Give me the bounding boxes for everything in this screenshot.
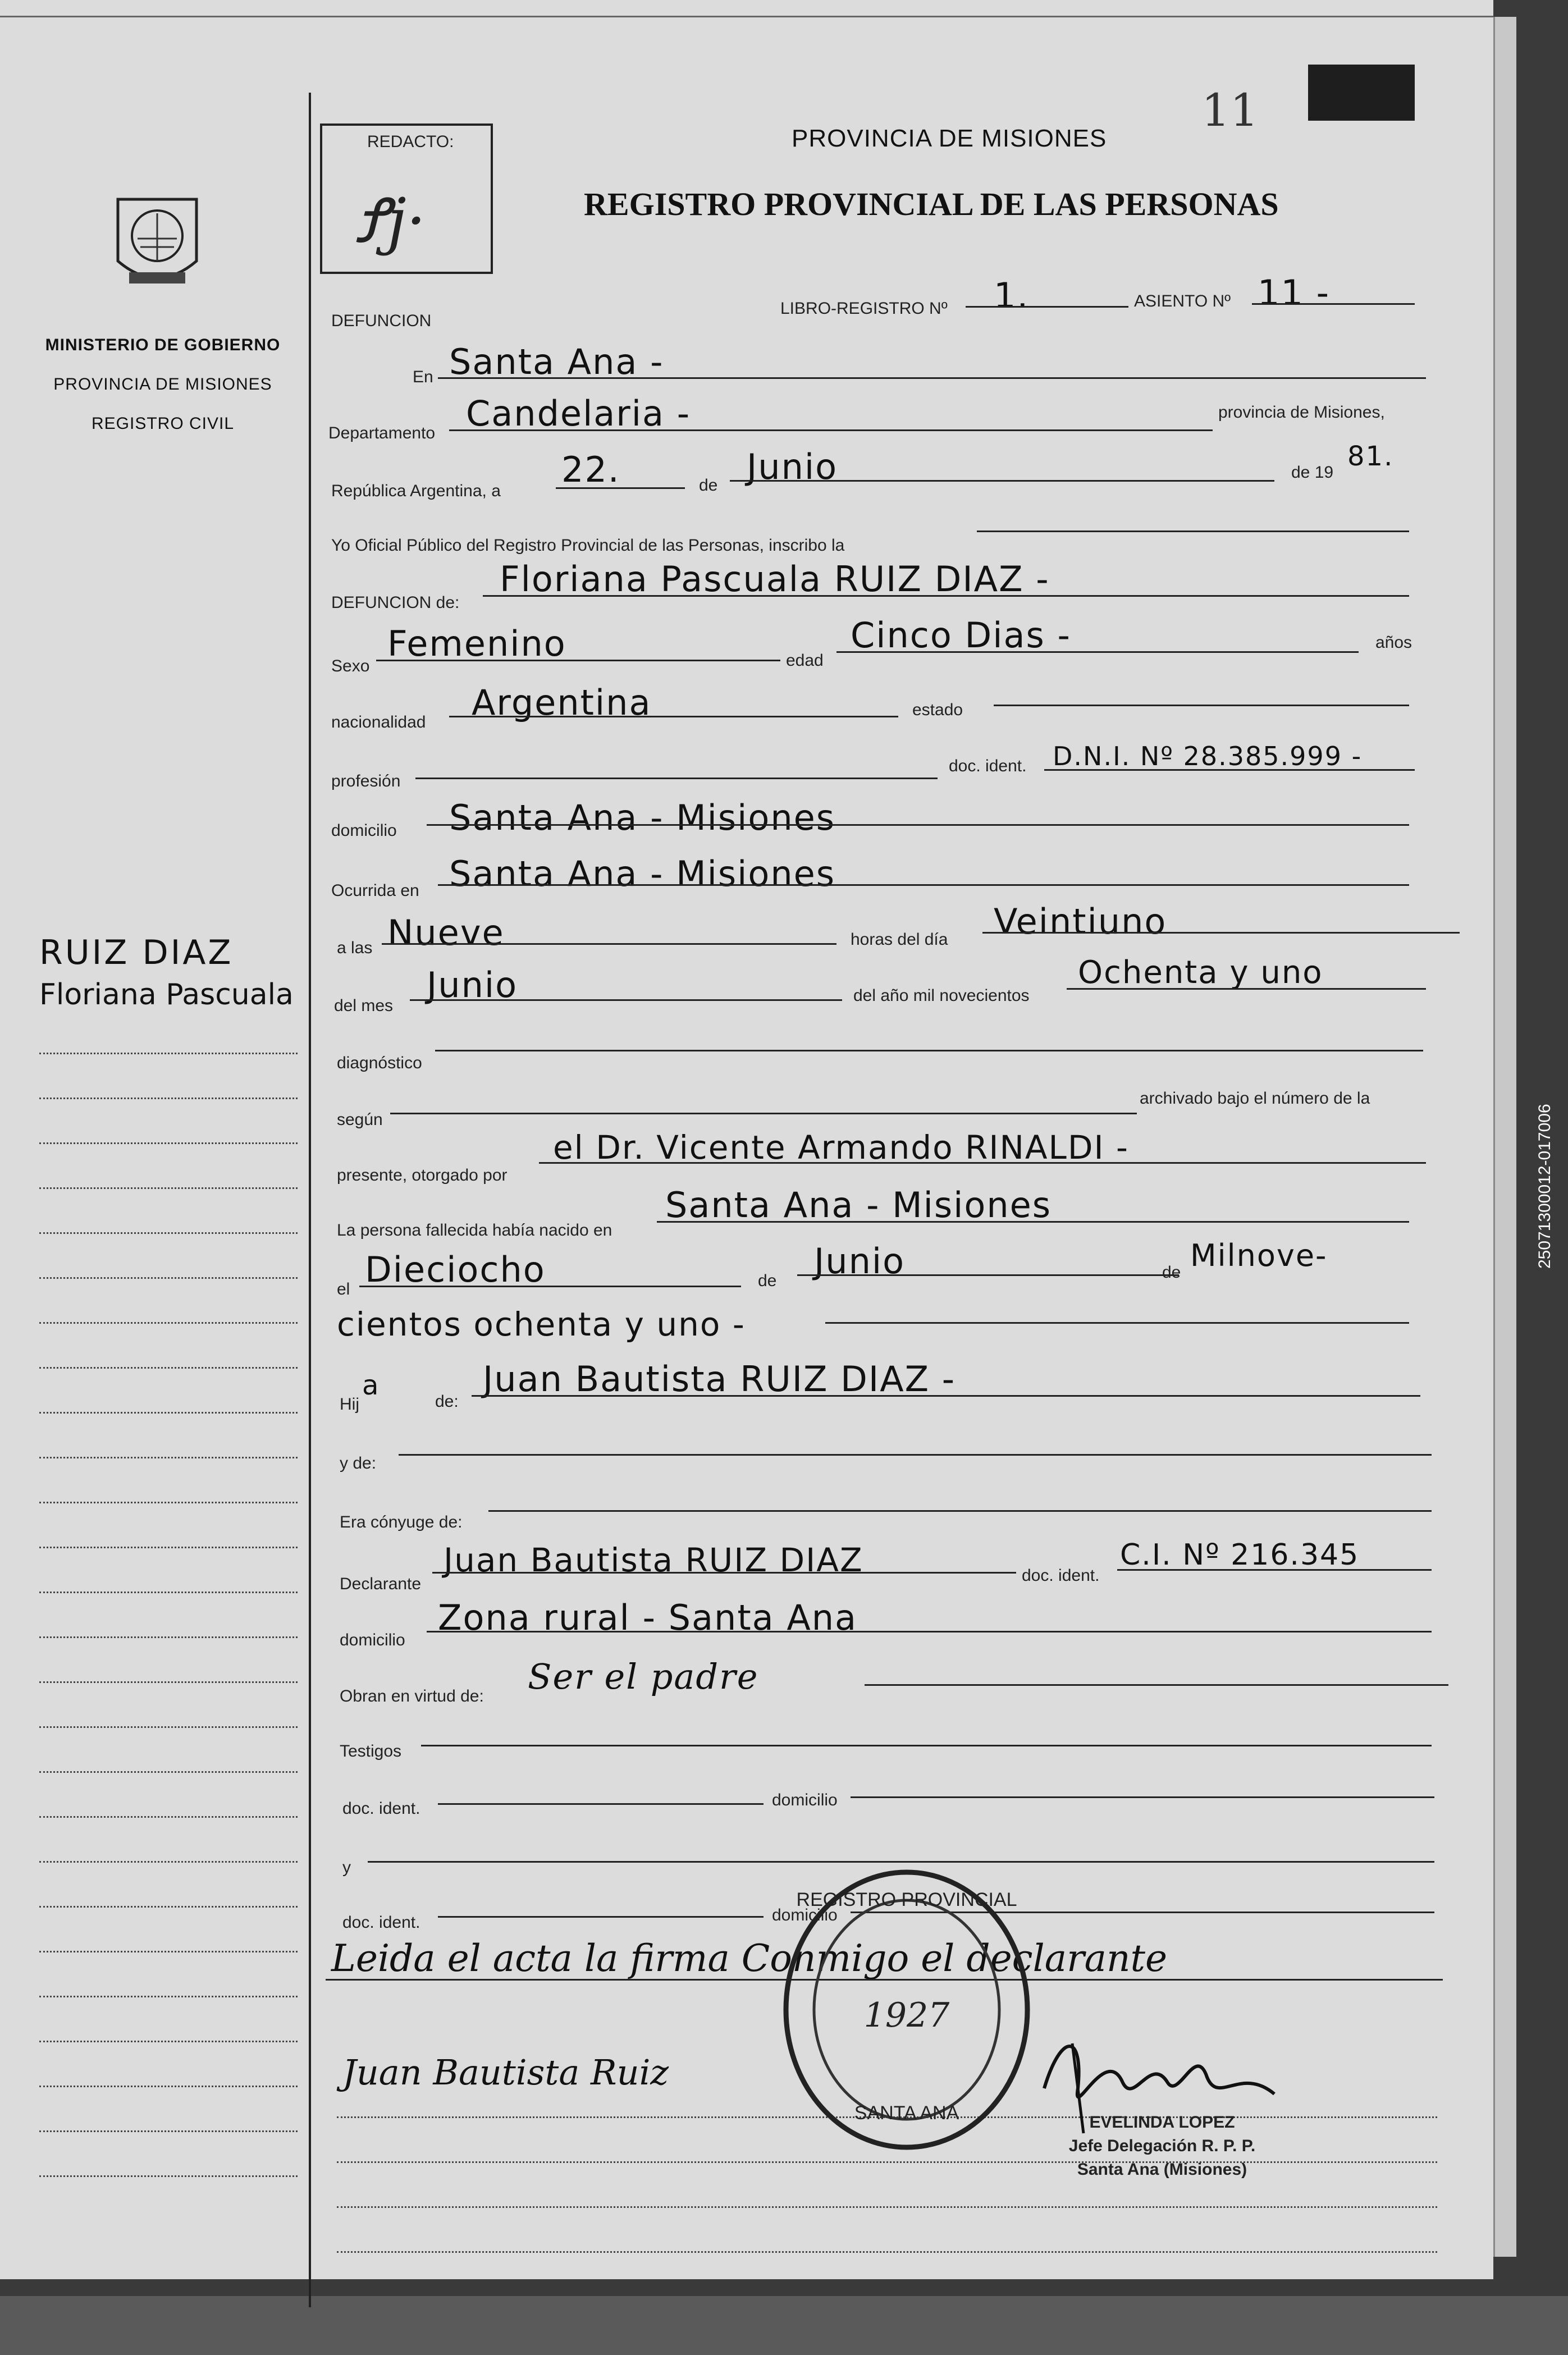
obran-value: Ser el padre [528,1656,759,1697]
ministry-registry: REGISTRO CIVIL [91,414,235,433]
alas-label: a las [337,939,373,957]
decl-dom-label: domicilio [340,1631,405,1649]
anio-label: del año mil novecientos [853,986,1030,1005]
margin-dotted-line [39,1367,298,1369]
margin-dotted-line [39,1816,298,1818]
closing-statement: Leida el acta la firma Conmigo el declarante [331,1937,1168,1980]
y-line [368,1861,1434,1863]
archivado-text: archivado bajo el número de la [1140,1089,1370,1108]
el-line [359,1286,741,1287]
margin-dotted-line [39,1906,298,1908]
segun-line [390,1113,1137,1114]
yde-line [399,1454,1432,1456]
anio-line [1067,988,1426,990]
t2-doc-line [438,1916,764,1918]
margin-dotted-line [39,1322,298,1324]
redacto-box [320,124,493,274]
conyuge-line [488,1510,1432,1512]
diagnostico-label: diagnóstico [337,1054,422,1072]
hijo-label: Hij [340,1395,359,1414]
de2-label: de [758,1272,777,1290]
day-value: 22. [561,449,620,490]
asiento-value: 11 - [1258,272,1330,313]
sexo-label: Sexo [331,657,370,675]
margin-dotted-line [39,1053,298,1054]
libro-value: 1. [994,275,1030,316]
redacto-initials: Ꝭj· [356,185,426,257]
margin-dotted-line [39,2175,298,2177]
act-type: DEFUNCION [331,312,432,330]
t2-dom-label: domicilio [772,1906,838,1924]
libro-line [966,306,1128,308]
declarante-line [432,1572,1016,1574]
svg-text:1927: 1927 [863,1996,950,2035]
estado-line [994,705,1409,706]
departamento-line [449,429,1213,431]
margin-dotted-line [39,1277,298,1279]
domicilio-label: domicilio [331,821,397,840]
month-value: Junio [747,446,838,487]
margin-dotted-line [39,1951,298,1952]
ministry-name: MINISTERIO DE GOBIERNO [45,336,281,354]
asiento-label: ASIENTO Nº [1134,292,1231,310]
defuncion-line [483,595,1409,597]
de-label: de [699,476,718,495]
declarante-label: Declarante [340,1575,422,1593]
t-dom-label: domicilio [772,1791,838,1809]
delmes-value: Junio [427,964,518,1005]
svg-text:SANTA ANA: SANTA ANA [854,2102,959,2124]
obran-label: Obran en virtud de: [340,1687,484,1705]
margin-dotted-line [39,1771,298,1773]
ocurrida-value: Santa Ana - Misiones [449,853,836,894]
decl-dom-line [427,1631,1432,1633]
en-line [438,377,1426,379]
hijo-de-label: de: [435,1392,459,1411]
margin-dotted-line [39,1232,298,1234]
en-value: Santa Ana - [449,341,664,382]
decl-doc-line [1117,1569,1432,1571]
hijo-line [472,1395,1420,1397]
registry-title: REGISTRO PROVINCIAL DE LAS PERSONAS [584,186,1279,222]
archive-code: 25071300012-017006 [1535,1104,1554,1269]
page-edge [1493,17,1516,2257]
presente-value: el Dr. Vicente Armando RINALDI - [553,1128,1129,1167]
nacido-label: La persona fallecida había nacido en [337,1221,612,1240]
horas-label: horas del día [851,930,948,949]
margin-dotted-line [39,1636,298,1638]
month-line [730,480,1274,482]
official-place: Santa Ana (Misiones) [1077,2160,1247,2179]
alas-line [382,943,836,945]
doc-ident-value: D.N.I. Nº 28.385.999 - [1053,741,1363,771]
nacionalidad-value: Argentina [472,682,652,723]
de2-line [797,1274,1179,1276]
el-value: Dieciocho [365,1249,546,1290]
margin-dotted-line [39,1457,298,1458]
day-line [556,487,685,489]
asiento-line [1252,303,1415,305]
alas-value: Nueve [387,912,505,953]
registry-stamp-icon [775,1864,1039,2156]
diagnostico-line [435,1050,1423,1051]
declarant-signature: Juan Bautista Ruiz [342,2052,669,2093]
delmes-line [410,999,842,1001]
republica-label: República Argentina, a [331,482,501,500]
profesion-label: profesión [331,772,401,790]
nacionalidad-label: nacionalidad [331,713,426,731]
scan-background-strip [0,2296,1568,2355]
nacido-value: Santa Ana - Misiones [665,1185,1052,1225]
edad-line [836,651,1359,653]
date-continuation: cientos ochenta y uno - [337,1305,746,1343]
margin-dotted-line [39,2130,298,2132]
signature-dotted-line [337,2251,1437,2253]
father-name: Juan Bautista RUIZ DIAZ - [483,1359,956,1400]
deceased-name: Floriana Pascuala RUIZ DIAZ - [500,559,1050,600]
t-dom-line [851,1796,1434,1798]
anio-value: Ochenta y uno [1078,954,1323,991]
province-heading: PROVINCIA DE MISIONES [792,125,1107,152]
libro-label: LIBRO-REGISTRO Nº [780,299,948,318]
province-seal-icon [107,182,208,295]
margin-divider [309,93,311,2307]
margin-dotted-line [39,2041,298,2042]
margin-dotted-line [39,2086,298,2087]
t-doc-line [438,1803,764,1805]
margin-dotted-line [39,1996,298,1997]
margin-dotted-line [39,1726,298,1728]
ocurrida-line [438,884,1409,886]
year-label: de 19 [1291,463,1334,482]
margin-dotted-line [39,1861,298,1863]
de3-value: Milnove- [1190,1238,1328,1273]
delmes-label: del mes [334,996,394,1015]
svg-text:REGISTRO PROVINCIAL: REGISTRO PROVINCIAL [796,1889,1017,1910]
provincia-suffix: provincia de Misiones, [1218,403,1385,422]
decl-doc-value: C.I. Nº 216.345 [1120,1538,1360,1572]
year-value: 81. [1347,441,1394,472]
margin-surname: RUIZ DIAZ [39,933,234,972]
doc-ident-line [1044,769,1415,771]
segun-label: según [337,1110,383,1129]
ocurrida-label: Ocurrida en [331,881,419,900]
margin-given-name: Floriana Pascuala [39,978,294,1012]
t-doc-label: doc. ident. [342,1799,420,1818]
y-label: y [342,1858,351,1877]
en-label: En [413,368,433,386]
official-name: EVELINDA LOPEZ [1089,2113,1235,2132]
decl-dom-value: Zona rural - Santa Ana [438,1597,858,1638]
signature-dotted-line [337,2206,1437,2208]
horas-line [982,932,1460,934]
presente-label: presente, otorgado por [337,1166,508,1185]
departamento-value: Candelaria - [466,393,691,434]
ministry-block [34,326,292,443]
official-block [1044,2111,1280,2182]
presente-line [539,1162,1426,1164]
domicilio-value: Santa Ana - Misiones [449,797,836,838]
estado-label: estado [912,701,963,719]
official-title: Jefe Delegación R. P. P. [1068,2137,1256,2155]
decl-doc-label: doc. ident. [1022,1566,1100,1585]
de2-value: Junio [814,1241,906,1282]
continuation-line [825,1322,1409,1324]
margin-dotted-line [39,1187,298,1189]
sexo-line [376,660,780,661]
ministry-province: PROVINCIA DE MISIONES [53,375,272,394]
ink-blot [1308,65,1415,121]
redacto-label: REDACTO: [367,132,454,151]
margin-dotted-line [39,1592,298,1593]
margin-dotted-line [39,1547,298,1548]
el-label: el [337,1280,350,1298]
margin-dotted-line [39,1502,298,1503]
defuncion-de-label: DEFUNCION de: [331,593,460,612]
nacionalidad-line [449,716,898,717]
margin-dotted-line [39,1142,298,1144]
margin-dotted-line [39,1412,298,1414]
doc-ident-label: doc. ident. [949,757,1027,775]
hijo-suffix: a [362,1370,380,1401]
margin-dotted-line [39,1098,298,1099]
obran-line [865,1684,1448,1686]
yde-label: y de: [340,1454,377,1473]
margin-annotation [39,932,309,1016]
top-border-line [0,16,1493,17]
margin-dotted-line [39,1681,298,1683]
conyuge-label: Era cónyuge de: [340,1513,463,1531]
domicilio-line [427,824,1409,826]
edad-label: edad [786,651,824,670]
testigos-label: Testigos [340,1742,402,1760]
de3-label: de [1162,1263,1181,1282]
profesion-line [415,778,938,779]
oficial-text: Yo Oficial Público del Registro Provincial de las Personas, inscribo la [331,536,845,555]
page-number: 11 [1201,84,1259,136]
testigos-line [421,1745,1432,1746]
anos-label: años [1375,633,1412,652]
sexo-value: Femenino [387,623,566,664]
t2-doc-label: doc. ident. [342,1913,420,1932]
horas-value: Veintiuno [994,901,1167,942]
edad-value: Cinco Dias - [851,615,1071,656]
departamento-label: Departamento [328,424,436,442]
nacido-line [657,1221,1409,1223]
oficial-line [977,531,1409,532]
declarante-value: Juan Bautista RUIZ DIAZ [444,1541,863,1579]
